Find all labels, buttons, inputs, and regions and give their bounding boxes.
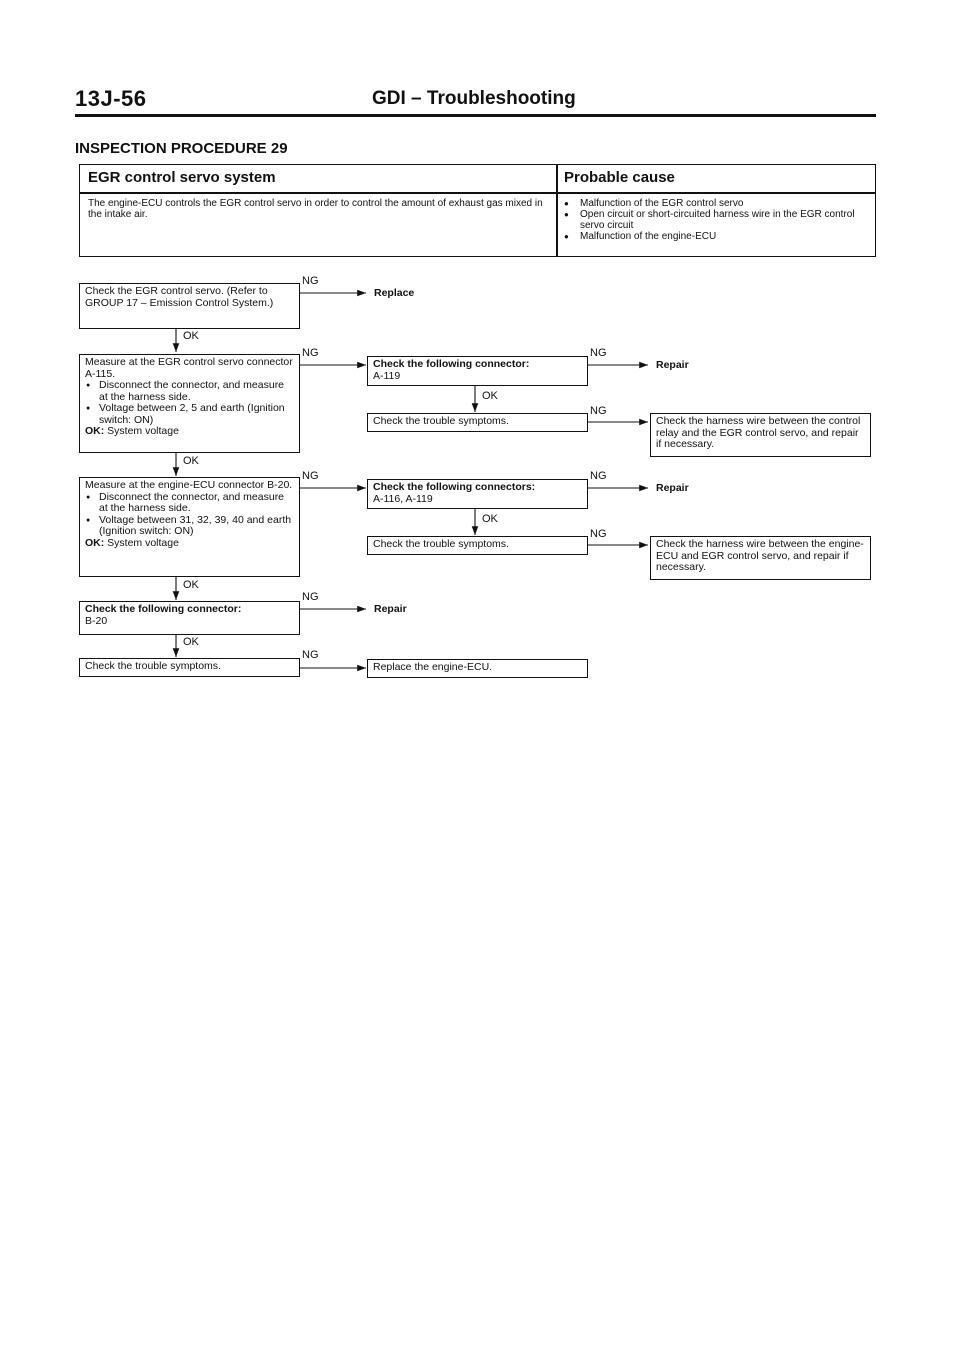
step-measure-servo-connector: [79, 354, 300, 453]
result-repair: Repair: [656, 359, 689, 371]
ng-label: NG: [302, 591, 319, 603]
result-repair: Repair: [374, 603, 407, 615]
ok-label: OK: [183, 455, 199, 467]
ok-criterion: [85, 426, 294, 438]
ok-criterion-label: OK:: [85, 425, 105, 437]
ok-criterion-value: System voltage: [107, 536, 179, 549]
connector-ids: A-116, A-119: [373, 492, 433, 505]
system-heading: EGR control servo system: [88, 169, 276, 186]
step-title: Check the following connector:: [373, 358, 530, 370]
connector-ids: A-119: [373, 369, 401, 382]
ok-criterion-label: OK:: [85, 536, 105, 549]
step-items: [85, 380, 294, 426]
cause-item: ● Malfunction of the EGR control servo: [564, 198, 869, 209]
ok-criterion-value: System voltage: [107, 425, 179, 437]
ok-criterion: [85, 538, 294, 550]
ng-label: NG: [590, 470, 607, 482]
step-check-trouble-symptoms: Check the trouble symptoms.: [367, 536, 588, 555]
step-check-connectors-a116-a119: [367, 479, 588, 509]
ok-label: OK: [183, 330, 199, 342]
connector-ids: B-20: [85, 614, 108, 627]
step-item: ● Disconnect the connector, and measure at the harness side.: [85, 380, 294, 403]
step-measure-ecu-connector: [79, 477, 300, 577]
result-check-harness-relay: Check the harness wire between the control relay and the EGR control servo, and repair if necessary.: [650, 413, 871, 457]
result-replace: Replace: [374, 287, 415, 299]
step-items: [85, 492, 294, 538]
step-check-trouble-symptoms: Check the trouble symptoms.: [79, 658, 300, 677]
step-title: Check the following connectors:: [373, 481, 536, 493]
cause-item: ● Open circuit or short-circuited harness wire in the EGR control servo circuit: [564, 209, 869, 231]
step-check-egr-servo: Check the EGR control servo. (Refer to GROUP 17 – Emission Control System.): [79, 283, 300, 329]
step-title: Measure at the EGR control servo connector A-115.: [85, 356, 293, 380]
procedure-heading: INSPECTION PROCEDURE 29: [75, 140, 288, 157]
result-replace-ecu: Replace the engine-ECU.: [367, 659, 588, 678]
ng-label: NG: [302, 649, 319, 661]
ng-label: NG: [302, 275, 319, 287]
ok-label: OK: [183, 636, 199, 648]
step-item: ● Voltage between 2, 5 and earth (Ignition switch: ON): [85, 403, 294, 426]
ng-label: NG: [590, 405, 607, 417]
step-item: ● Voltage between 31, 32, 39, 40 and earth (Ignition switch: ON): [85, 515, 294, 538]
step-title: Measure at the engine-ECU connector B-20.: [85, 479, 293, 491]
ng-label: NG: [590, 528, 607, 540]
ng-label: NG: [590, 347, 607, 359]
step-check-trouble-symptoms: Check the trouble symptoms.: [367, 413, 588, 432]
ok-label: OK: [482, 513, 498, 525]
cause-item: ● Malfunction of the engine-ECU: [564, 231, 869, 242]
step-item: ● Disconnect the connector, and measure at the harness side.: [85, 492, 294, 515]
cause-heading: Probable cause: [564, 169, 675, 186]
page-number: 13J-56: [75, 86, 147, 111]
ng-label: NG: [302, 347, 319, 359]
system-description: The engine-ECU controls the EGR control servo in order to control the amount of exhaust gas mixed in the intake air.: [88, 198, 543, 220]
result-check-harness-ecu: Check the harness wire between the engine-ECU and EGR control servo, and repair if necessary.: [650, 536, 871, 580]
step-check-connector-a119: [367, 356, 588, 386]
ok-label: OK: [482, 390, 498, 402]
step-check-connector-b20: [79, 601, 300, 635]
result-repair: Repair: [656, 482, 689, 494]
ng-label: NG: [302, 470, 319, 482]
step-title: Check the following connector:: [85, 603, 242, 615]
ok-label: OK: [183, 579, 199, 591]
page-title: GDI – Troubleshooting: [372, 88, 576, 109]
